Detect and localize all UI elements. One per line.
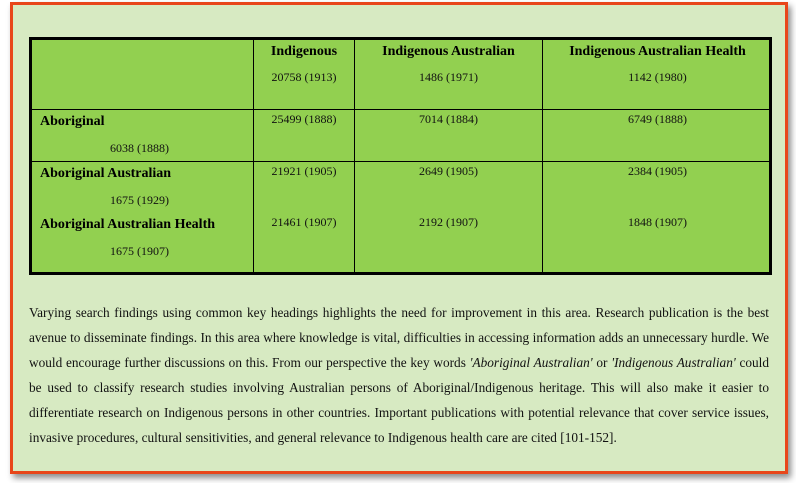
paragraph-text: or <box>592 355 612 370</box>
paragraph-text: Varying search findings using common key headings highlights the need for improvement in this area. Research publication is the best avenue to disseminate findings. In this area where knowledge is vital, difficulties in accessing information adds an unnecessary hurdle. We would encourage further discussions on this. From our perspective the key words <box>29 305 769 370</box>
row-header-aboriginal-australian-health: Aboriginal Australian Health <box>40 217 216 232</box>
column-header-indigenous-australian-health: Indigenous Australian Health <box>569 44 746 59</box>
column-count: 1142 (1980) <box>628 70 687 84</box>
figure-frame <box>10 2 788 474</box>
column-header-indigenous-australian: Indigenous Australian <box>382 44 515 59</box>
keyword-indigenous-australian: 'Indigenous Australian' <box>611 355 736 370</box>
row-divider <box>32 161 769 162</box>
table-cell: 21921 (1905) <box>271 164 337 178</box>
results-table <box>29 37 772 275</box>
paragraph-text: could be used to classify research studies involving Australian persons of Aboriginal/Indigenous heritage. This will also make it easier to differentiate research on Indigenous persons in other countries. Important publications with potential relevance that cover service issues, invasive procedures, cultural sensitivities, and general relevance to Indigenous health care are cited [101-152]. <box>29 355 769 445</box>
column-header-indigenous: Indigenous <box>270 44 338 59</box>
row-count: 1675 (1907) <box>110 244 169 258</box>
row-header-aboriginal: Aboriginal <box>40 114 105 129</box>
table-cell: 21461 (1907) <box>271 215 337 229</box>
table-cell: 2649 (1905) <box>419 164 478 178</box>
table-cell: 2384 (1905) <box>628 164 687 178</box>
table-cell: 2192 (1907) <box>419 215 478 229</box>
row-count: 6038 (1888) <box>110 141 169 155</box>
keyword-aboriginal-australian: 'Aboriginal Australian' <box>469 355 593 370</box>
row-header-aboriginal-australian: Aboriginal Australian <box>40 166 172 181</box>
table-cell: 25499 (1888) <box>271 112 337 126</box>
table-cell: 7014 (1884) <box>419 112 478 126</box>
body-paragraph <box>29 300 769 450</box>
table-cell: 6749 (1888) <box>628 112 687 126</box>
column-count: 1486 (1971) <box>419 70 478 84</box>
row-count: 1675 (1929) <box>110 193 169 207</box>
row-divider <box>32 109 769 110</box>
column-count: 20758 (1913) <box>271 70 337 84</box>
table-cell: 1848 (1907) <box>628 215 687 229</box>
